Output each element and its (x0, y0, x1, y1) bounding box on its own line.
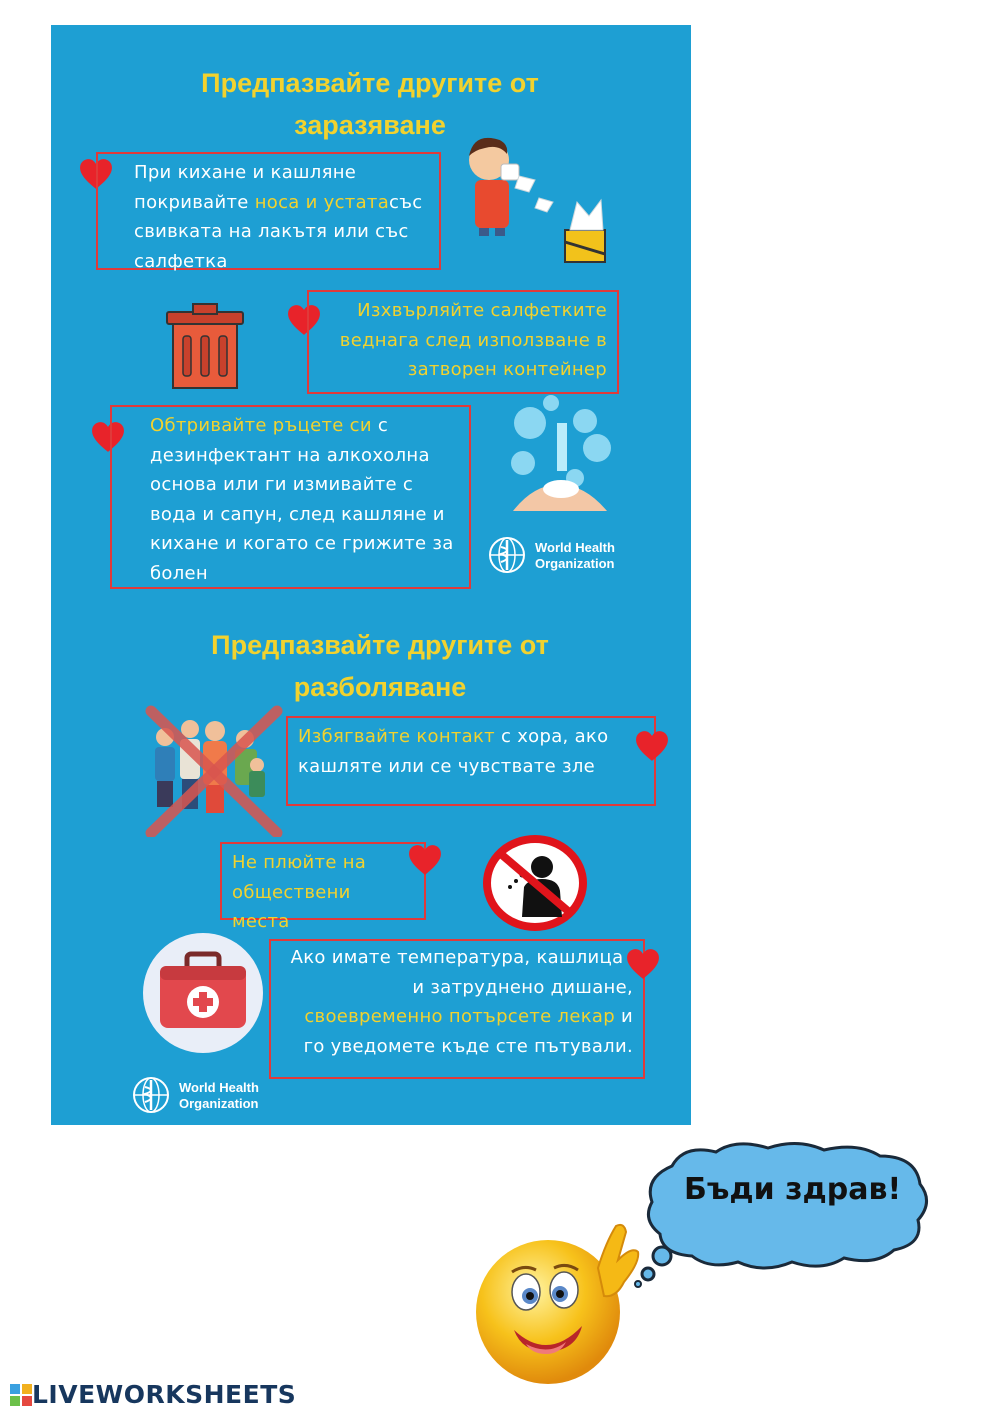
tip1-box (96, 152, 441, 270)
tip3-box (110, 405, 471, 589)
who-emblem-icon (487, 535, 527, 575)
tip5-line1: Не плюйте на (232, 852, 367, 873)
tip3-line2: дезинфектант на алкохолна (150, 444, 430, 466)
waving-smiley-icon (466, 1212, 646, 1387)
section1-title-line2: заразяване (294, 110, 446, 140)
section1-title-line1: Предпазвайте другите от (201, 68, 539, 98)
no-spitting-sign-icon (482, 835, 588, 931)
section2-title-line2: разболяване (293, 672, 467, 702)
heart-icon (626, 947, 660, 981)
who-logo-bottom (131, 1075, 281, 1117)
tip3-line1 (150, 411, 459, 441)
tip2-line2: веднага след използване в (339, 329, 607, 351)
section2-title-line1: Предпазвайте другите от (211, 630, 549, 660)
tip6-highlight: своевременно потърсете лекар (304, 1006, 615, 1027)
tip3-line5: кихане и когато се грижите за (150, 533, 454, 554)
tip3-line6: болен (150, 562, 208, 584)
who-logo-line1: World Health (535, 540, 615, 555)
who-logo-text (535, 540, 615, 572)
tip1-highlight: носа и устата (254, 191, 390, 213)
tip1-line1: При кихане и кашляне (134, 162, 357, 183)
heart-icon (635, 729, 669, 763)
tip1-line2 (134, 188, 429, 218)
heart-icon (408, 843, 442, 877)
trash-can-icon (165, 300, 245, 392)
tip6-line3 (281, 1002, 633, 1032)
who-logo-bottom-text (179, 1080, 259, 1112)
tip2-line3: затворен контейнер (407, 359, 607, 380)
bubble-text: Бъди здрав! (684, 1172, 902, 1207)
tip4-box (286, 716, 656, 806)
who-logo-bottom-line2: Organization (179, 1096, 259, 1111)
tip1-line3: свивката на лакътя или със (134, 221, 409, 242)
who-logo (487, 535, 627, 577)
tip4-line1 (298, 722, 644, 752)
liveworksheets-logo (10, 1380, 296, 1409)
tip3-line4: вода и сапун, след кашляне и (150, 503, 445, 525)
tip2-line1: Изхвърляйте салфетките (357, 300, 607, 321)
tip1-line4: салфетка (134, 250, 228, 272)
tip3-line3: основа или ги измивайте с (150, 474, 414, 495)
tip3-highlight: Обтривайте ръцете си (150, 415, 372, 436)
who-logo-line2: Organization (535, 556, 615, 571)
first-aid-kit-icon (140, 930, 266, 1056)
tip5-box (220, 842, 426, 932)
section2-title (120, 624, 640, 708)
tip5-line2: обществени места (232, 881, 351, 932)
tip6-line3-end: и (614, 1006, 633, 1027)
liveworksheets-grid-icon (10, 1384, 32, 1406)
sneezing-person-icon (455, 130, 625, 270)
speech-bubble-icon (632, 1138, 934, 1288)
tip4-line1-end: с хора, ако (494, 726, 609, 747)
who-logo-bottom-line1: World Health (179, 1080, 259, 1095)
tip3-line1-end: с (371, 415, 389, 436)
tip2-box (307, 290, 619, 394)
liveworksheets-text: LIVEWORKSHEETS (32, 1380, 297, 1409)
tip4-highlight: Избягвайте контакт (298, 726, 495, 747)
tip6-box (269, 939, 645, 1079)
tip1-line2-end: със (389, 191, 423, 213)
crowd-crossed-out-icon (145, 705, 285, 837)
tip6-line1: Ако имате температура, кашлица (290, 947, 624, 968)
hand-washing-icon (505, 393, 615, 523)
tip6-line2: и затруднено дишане, (412, 976, 633, 998)
who-emblem-icon (131, 1075, 171, 1115)
tip1-line2-text: покривайте (134, 191, 255, 213)
tip6-line4: го уведомете къде сте пътували. (303, 1035, 633, 1057)
tip4-line2: кашляте или се чувствате зле (298, 755, 596, 777)
